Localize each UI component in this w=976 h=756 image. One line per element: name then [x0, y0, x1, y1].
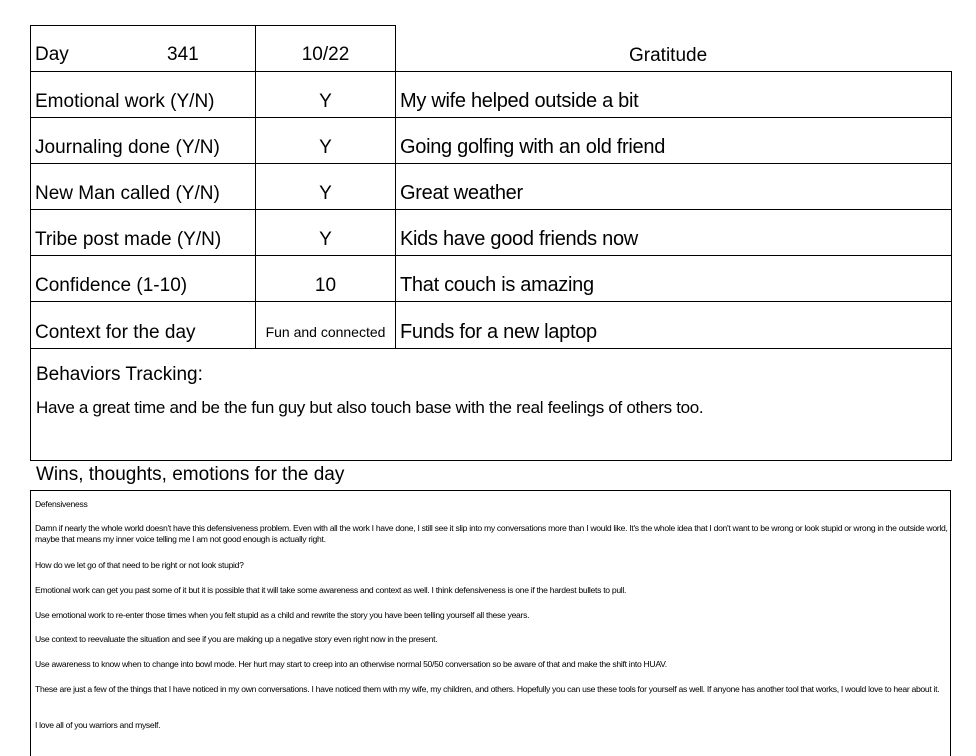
gratitude-item: Funds for a new laptop	[400, 321, 597, 343]
row-label-cell	[30, 71, 256, 118]
day-label: Day	[35, 44, 69, 65]
gratitude-header: Gratitude	[629, 45, 708, 66]
behaviors-title: Behaviors Tracking:	[36, 364, 203, 385]
row-label-cell	[30, 301, 256, 349]
note-paragraph: Use awareness to know when to change into bowl mode. Her hurt may start to creep into an otherwise normal 50/50 conversation so be aware of that and make the shift into HUAV.	[35, 659, 667, 669]
row-value-cell	[255, 209, 396, 256]
date-cell	[255, 25, 396, 72]
row-value: Y	[319, 137, 332, 158]
gratitude-item: Great weather	[400, 182, 523, 204]
gratitude-cell	[395, 163, 952, 210]
note-paragraph: Defensiveness	[35, 499, 88, 509]
date-value: 10/22	[301, 44, 350, 65]
note-paragraph: Damn if nearly the whole world doesn't have this defensiveness problem. Even with all the work I have done, I still see it slip into my conversations more than I would like. It's the whole idea that I don't want to be wrong or look stupid or wrong in the outside world, maybe that means my inner voice telling me I am not good enough is actually right.	[35, 523, 948, 544]
gratitude-item: That couch is amazing	[400, 274, 594, 296]
gratitude-cell	[395, 117, 952, 164]
row-value: Y	[319, 229, 332, 250]
row-value: Y	[319, 91, 332, 112]
gratitude-item: Kids have good friends now	[400, 228, 638, 250]
row-label-cell	[30, 255, 256, 302]
behaviors-text: Have a great time and be the fun guy but also touch base with the real feelings of others too.	[36, 398, 704, 417]
row-label-cell	[30, 209, 256, 256]
row-value-cell	[255, 301, 396, 349]
row-value-cell	[255, 71, 396, 118]
gratitude-item: My wife helped outside a bit	[400, 90, 639, 112]
note-paragraph: How do we let go of that need to be right or not look stupid?	[35, 560, 244, 570]
note-paragraph: These are just a few of the things that I have noticed in my own conversations. I have noticed them with my wife, my children, and others. Hopefully you can use these tools for yourself as well. If anyone has another tool that works, I would love to hear about it.	[35, 684, 940, 694]
gratitude-cell	[395, 301, 952, 349]
row-value: Y	[319, 183, 332, 204]
note-paragraph: Emotional work can get you past some of it but it is possible that it will take some awareness and context as well. I think defensiveness is one if the hardest bullets to pull.	[35, 585, 627, 595]
wins-title: Wins, thoughts, emotions for the day	[36, 464, 345, 485]
row-value: Fun and connected	[265, 324, 386, 340]
row-value-cell	[255, 163, 396, 210]
note-paragraph: Use emotional work to re-enter those times when you felt stupid as a child and rewrite the story you have been telling yourself all these years.	[35, 610, 530, 620]
row-value-cell	[255, 117, 396, 164]
day-number: 341	[167, 44, 199, 65]
row-label: Tribe post made (Y/N)	[35, 229, 222, 250]
row-label: Emotional work (Y/N)	[35, 91, 215, 112]
gratitude-cell	[395, 71, 952, 118]
note-paragraph: I love all of you warriors and myself.	[35, 720, 161, 730]
row-value: 10	[314, 275, 337, 296]
row-value-cell	[255, 255, 396, 302]
note-paragraph: Use context to reevaluate the situation and see if you are making up a negative story even right now in the present.	[35, 634, 438, 644]
row-label: New Man called (Y/N)	[35, 183, 220, 204]
day-cell	[30, 25, 256, 72]
gratitude-cell	[395, 209, 952, 256]
row-label: Journaling done (Y/N)	[35, 137, 220, 158]
row-label-cell	[30, 117, 256, 164]
row-label-cell	[30, 163, 256, 210]
gratitude-item: Going golfing with an old friend	[400, 136, 666, 158]
gratitude-cell	[395, 255, 952, 302]
row-label: Context for the day	[35, 322, 196, 343]
wins-notes-box	[30, 490, 951, 756]
row-label: Confidence (1-10)	[35, 275, 188, 296]
